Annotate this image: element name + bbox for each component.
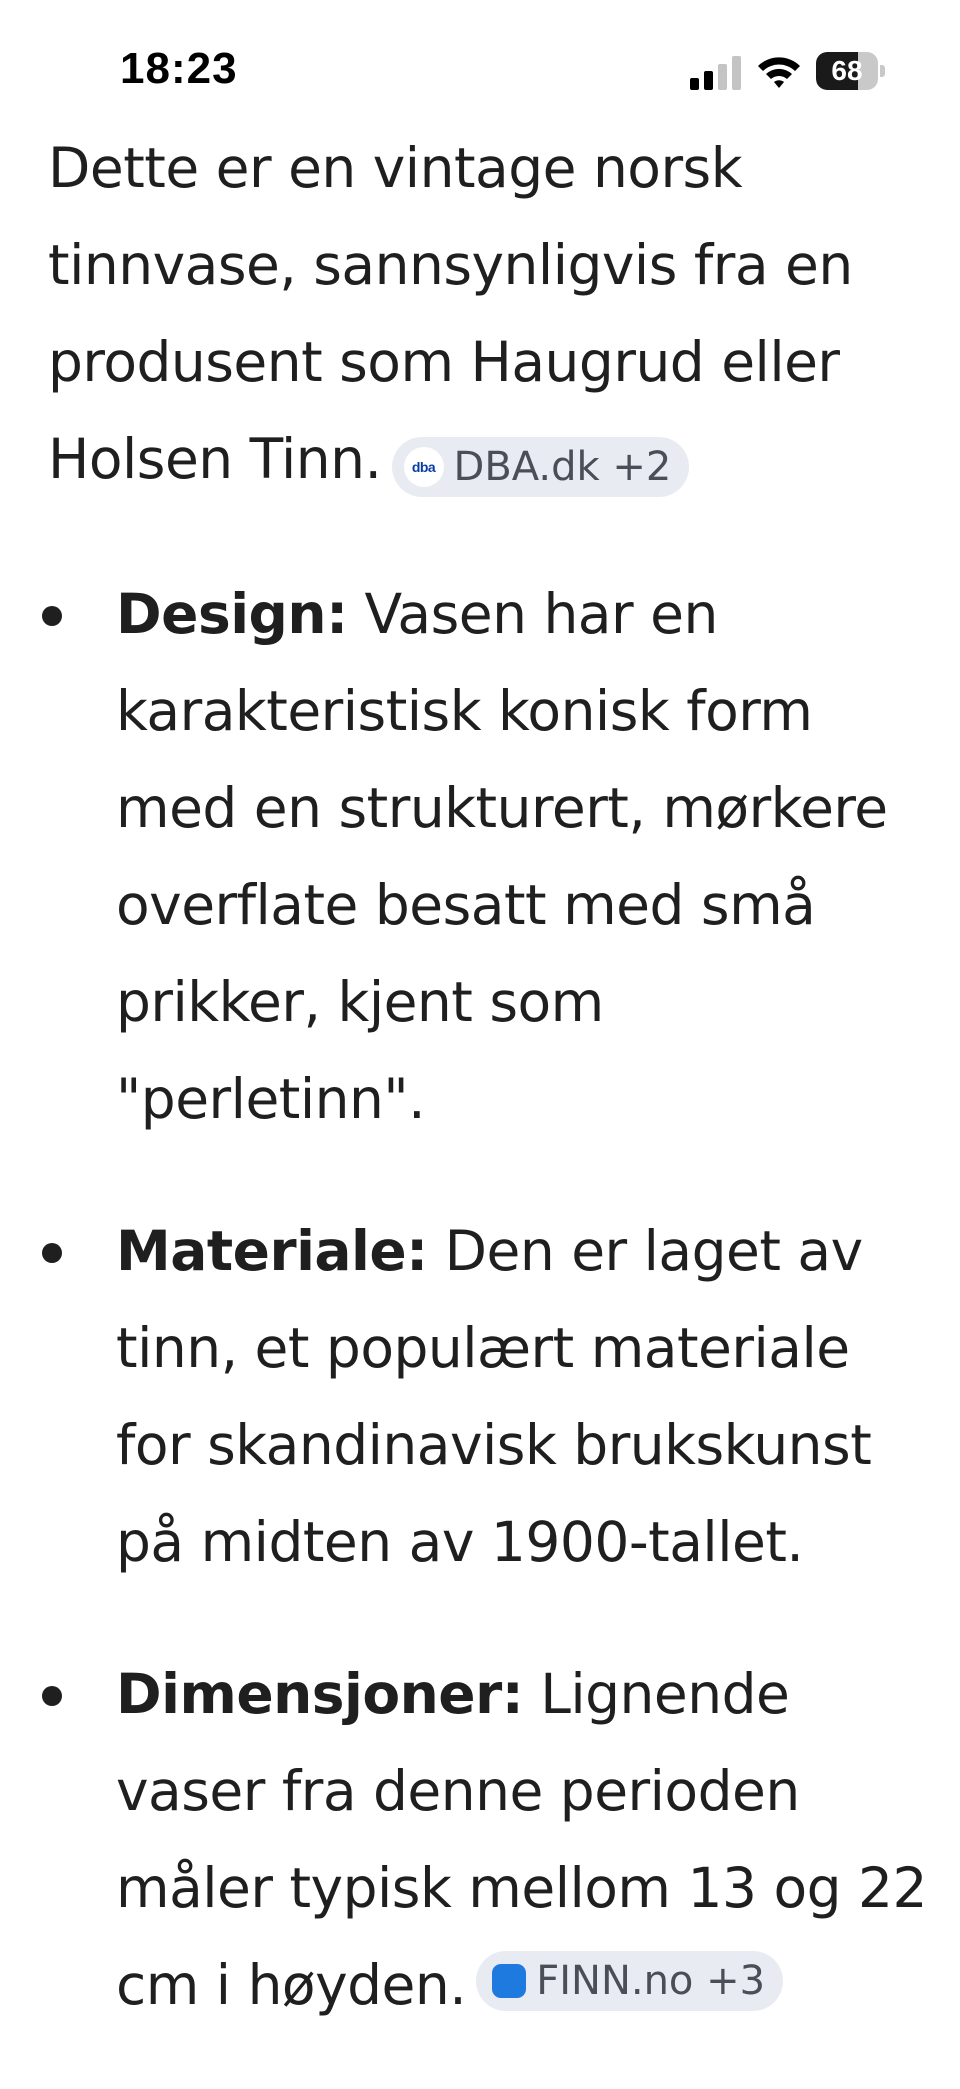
- bullet-term: Dimensjoner:: [116, 1662, 524, 1726]
- signal-icon: [690, 56, 742, 90]
- bullet-text: Lignende vaser fra denne perioden måler typisk mellom 13 og 22 cm i høyden.: [116, 1662, 927, 2017]
- status-bar: [0, 0, 960, 130]
- bullet-icon: [42, 606, 62, 626]
- finn-logo-icon: [492, 1964, 526, 1998]
- bullet-icon: [42, 1243, 62, 1263]
- status-time: 18:23: [120, 44, 238, 93]
- response-content: [48, 120, 928, 2089]
- bullet-list: [48, 566, 928, 2034]
- intro-paragraph: [48, 120, 928, 508]
- bullet-icon: [42, 1686, 62, 1706]
- list-item-dimensjoner: [48, 1646, 928, 2034]
- bullet-term: Materiale:: [116, 1219, 428, 1283]
- battery-level: 68: [831, 55, 863, 86]
- source-chip-finn[interactable]: [476, 1951, 783, 2011]
- bullet-term: Design:: [116, 582, 348, 646]
- bullet-text: Den er laget av tinn, et populært materiale for skandinavisk brukskunst på midten av 1900-tallet.: [116, 1219, 872, 1574]
- intro-text: Dette er en vintage norsk tinnvase, sannsynligvis fra en produsent som Haugrud eller Holsen Tinn.: [48, 136, 853, 491]
- dba-logo-icon: dba: [404, 447, 444, 487]
- source-chip-dba[interactable]: [392, 437, 690, 497]
- list-item-materiale: [48, 1203, 928, 1591]
- wifi-icon: [756, 54, 802, 90]
- bullet-text: Vasen har en karakteristisk konisk form med en strukturert, mørkere overflate besatt med små prikker, kjent som "perletinn".: [116, 582, 888, 1131]
- source-chip-label: FINN.no +3: [536, 1958, 766, 2004]
- source-chip-label: DBA.dk +2: [453, 444, 672, 490]
- list-item-design: [48, 566, 928, 1148]
- battery-icon: [816, 52, 890, 90]
